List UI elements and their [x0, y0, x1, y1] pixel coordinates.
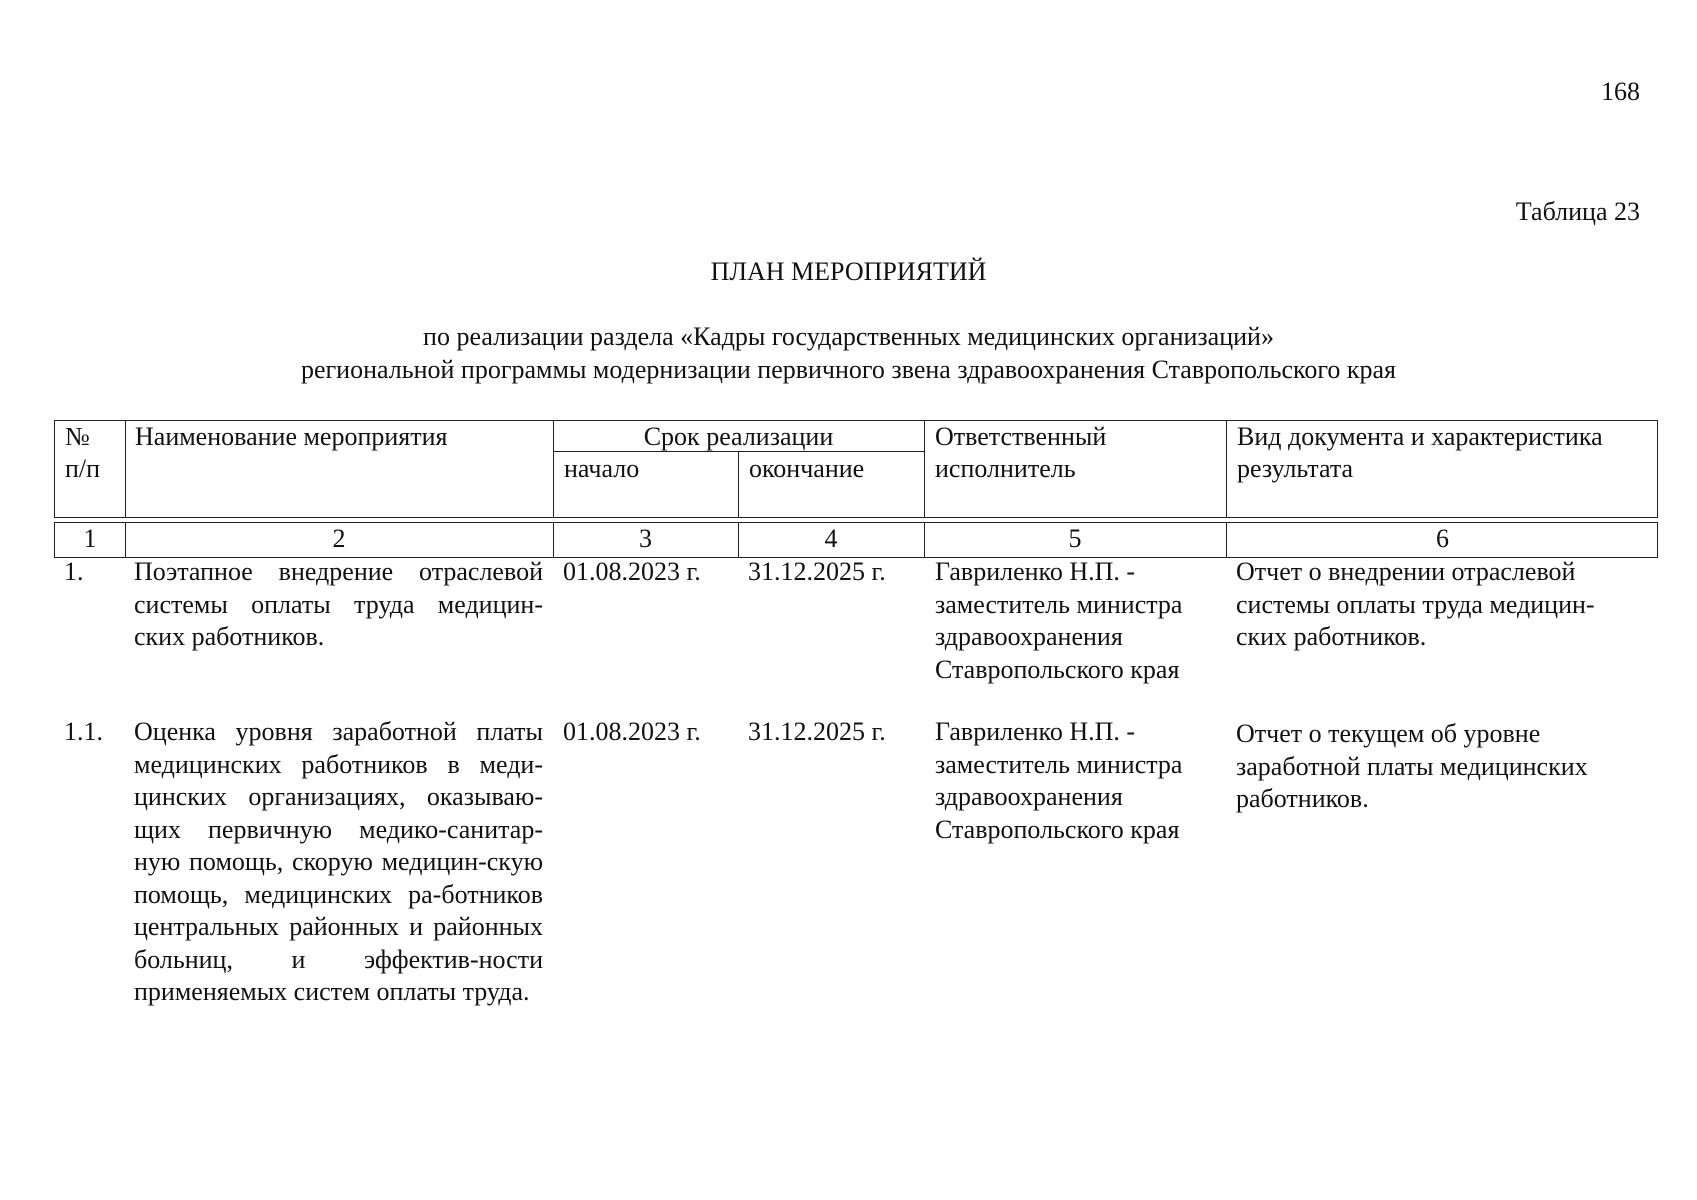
- row-responsible: Гавриленко Н.П. - заместитель министра здравоохранения Ставропольского края: [935, 557, 1183, 684]
- row-num: 1.: [64, 557, 84, 586]
- row-name: Оценка уровня заработной платы медицинских работников в меди-цинских организациях, оказываю-щих первичную медико-санитар-ную помощь, скорую медицин-скую помощь, медицинских ра-ботников центральных районных и районных больниц, и эффектив-ности применяемых систем оплаты труда.: [134, 717, 543, 1006]
- row-end: 31.12.2025 г.: [748, 717, 886, 746]
- table-label: Таблица 23: [1515, 197, 1640, 226]
- header-period: Срок реализации: [643, 422, 834, 451]
- document-subtitle-line-1: по реализации раздела «Кадры государственных медицинских организаций»: [423, 322, 1274, 351]
- header-result: Вид документа и характеристика результата: [1237, 422, 1603, 483]
- header-divider: [1226, 421, 1227, 517]
- header-num: № п/п: [65, 422, 101, 483]
- column-numbers-row: [54, 522, 1658, 558]
- header-start: начало: [564, 454, 640, 483]
- row-start: 01.08.2023 г.: [563, 717, 701, 746]
- row-end: 31.12.2025 г.: [748, 557, 886, 586]
- column-number: 1: [83, 524, 97, 553]
- column-number: 6: [1436, 524, 1449, 553]
- header-responsible: Ответственный исполнитель: [935, 422, 1107, 483]
- header-end: окончание: [749, 454, 865, 483]
- row-result: Отчет о текущем об уровне заработной платы медицинских работников.: [1236, 719, 1588, 813]
- header-divider: [738, 451, 739, 517]
- row-responsible: Гавриленко Н.П. - заместитель министра здравоохранения Ставропольского края: [935, 717, 1183, 844]
- column-number: 3: [639, 524, 652, 553]
- row-start: 01.08.2023 г.: [563, 557, 701, 586]
- header-name: Наименование мероприятия: [135, 422, 448, 451]
- column-number: 2: [332, 524, 346, 553]
- document-title: ПЛАН МЕРОПРИЯТИЙ: [710, 257, 987, 286]
- header-divider: [125, 421, 126, 517]
- row-name: Поэтапное внедрение отраслевой системы оплаты труда медицин-ских работников.: [134, 557, 543, 651]
- row-result: Отчет о внедрении отраслевой системы оплаты труда медицин-ских работников.: [1236, 557, 1595, 651]
- column-number: 5: [1068, 524, 1082, 553]
- header-divider: [924, 421, 925, 517]
- column-number: 4: [824, 524, 838, 553]
- row-num: 1.1.: [64, 717, 103, 746]
- page-number: 168: [1601, 77, 1640, 106]
- document-subtitle-line-2: региональной программы модернизации первичного звена здравоохранения Ставропольского края: [300, 355, 1397, 384]
- table-header: [54, 420, 1658, 518]
